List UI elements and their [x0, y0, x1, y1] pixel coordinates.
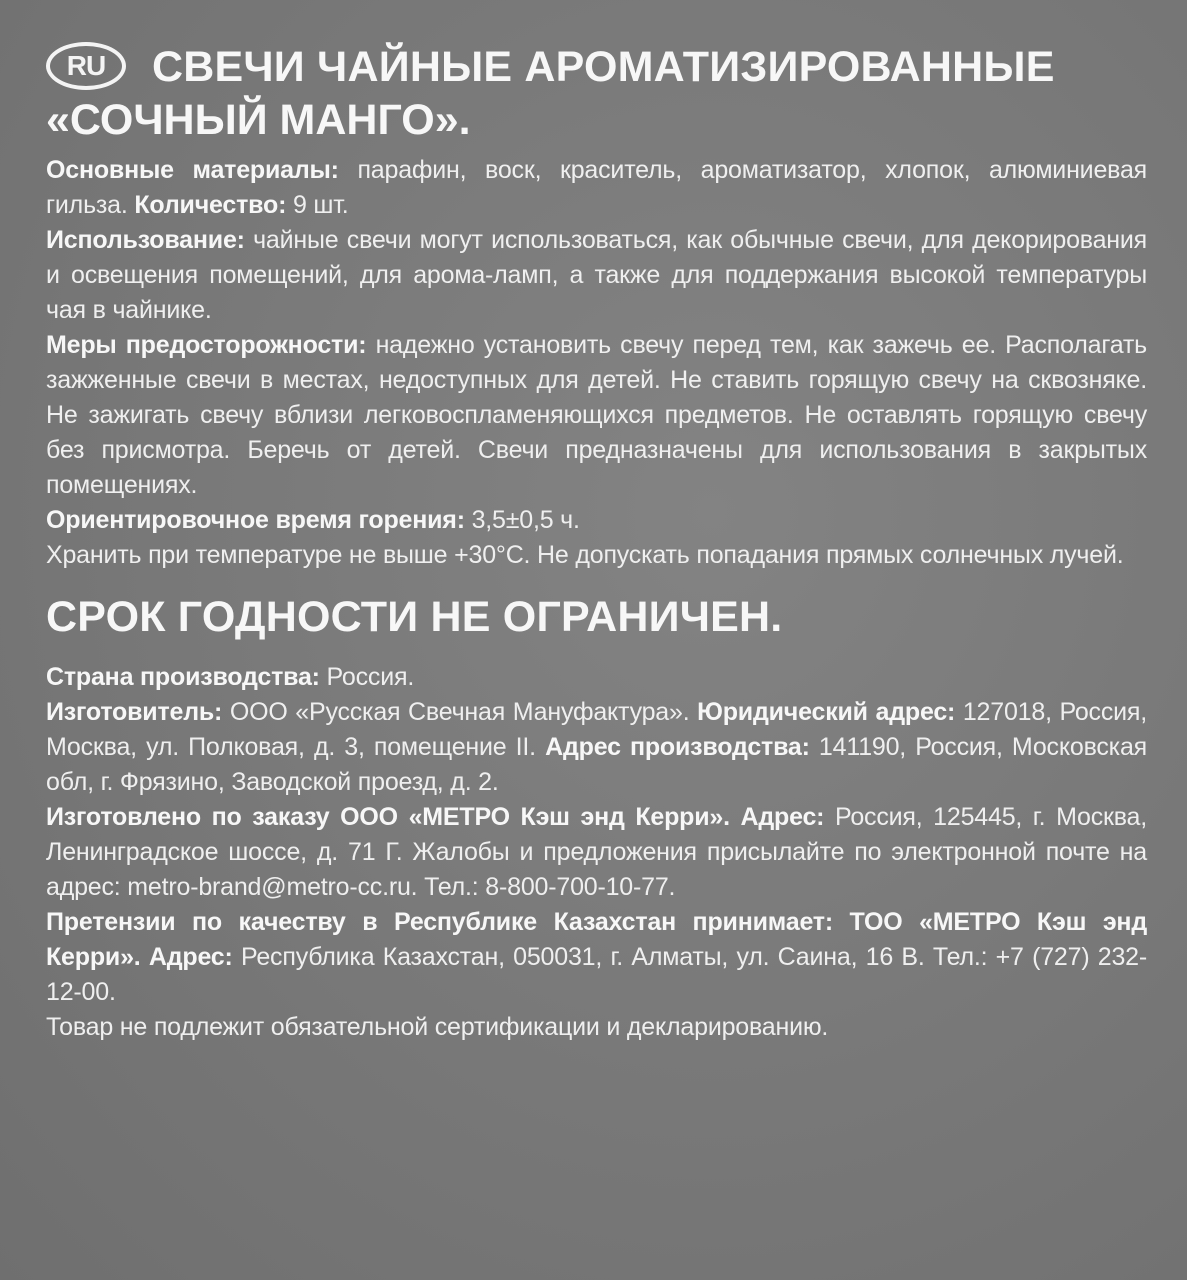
usage-paragraph [46, 223, 1147, 328]
claims-text: Республика Казахстан, 050031, г. Алматы, ул. Саина, 16 В. Тел.: +7 (727) 232-12-00. [46, 943, 1148, 1006]
ordered-by-paragraph [46, 800, 1147, 905]
country-value: Россия. [319, 663, 415, 691]
ordered-by-text: Россия, 125445, г. Москва, Ленинградское шоссе, д. 71 Г. Жалобы и предложения присылайте по электронной почте на адрес: metro-brand@metro-cc.ru. Тел.: 8-800-700-10-77. [46, 803, 1147, 901]
usage-text: чайные свечи могут использоваться, как обычные свечи, для декорирования и освещения помещений, для арома-ламп, а также для поддержания высокой температуры чая в чайнике. [46, 226, 1147, 324]
burn-time-value: 3,5±0,5 ч. [464, 506, 580, 534]
header [46, 40, 1147, 95]
manufacturer-paragraph [46, 695, 1147, 800]
storage-paragraph: Хранить при температуре не выше +30°С. Не допускать попадания прямых солнечных лучей. [46, 541, 1124, 569]
legal-address: 127018, Россия, Москва, ул. Полковая, д. 3, помещение II. [46, 698, 1148, 761]
burn-time-paragraph [46, 503, 1147, 538]
materials-paragraph [46, 153, 1147, 223]
title-line-1: СВЕЧИ ЧАЙНЫЕ АРОМАТИЗИРОВАННЫЕ [152, 43, 1055, 91]
usage-label: Использование: [46, 226, 245, 254]
ordered-by-label: Изготовлено по заказу ООО «МЕТРО Кэш энд Керри». Адрес: [46, 803, 825, 831]
burn-time-label: Ориентировочное время горения: [46, 506, 465, 534]
info-block [46, 153, 1147, 573]
producer-block [46, 660, 1147, 1045]
claims-paragraph [46, 905, 1147, 1010]
manufacturer-label: Изготовитель: [46, 698, 223, 726]
manufacturer-name: ООО «Русская Свечная Мануфактура». [222, 698, 698, 726]
quantity-label: Количество: [134, 191, 287, 219]
precautions-paragraph [46, 328, 1147, 503]
country-label: Страна производства: [46, 663, 320, 691]
country-paragraph [46, 660, 1147, 695]
shelf-life-heading: СРОК ГОДНОСТИ НЕ ОГРАНИЧЕН. [46, 593, 783, 641]
title-line-2: «СОЧНЫЙ МАНГО». [46, 96, 471, 144]
quantity-value: 9 шт. [286, 191, 349, 219]
production-address-label: Адрес производства: [545, 733, 810, 761]
production-address: 141190, Россия, Московская обл, г. Фрязино, Заводской проезд, д. 2. [46, 733, 1147, 796]
ru-language-badge: RU [46, 42, 126, 90]
precautions-label: Меры предосторожности: [46, 331, 367, 359]
materials-label: Основные материалы: [46, 156, 339, 184]
legal-address-label: Юридический адрес: [697, 698, 956, 726]
materials-text: парафин, воск, краситель, ароматизатор, хлопок, алюминиевая гильза. [46, 156, 1147, 219]
precautions-text: надежно установить свечу перед тем, как зажечь ее. Располагать зажженные свечи в местах, недоступных для детей. Не ставить горящую свечу на сквозняке. Не зажигать свечу вблизи легковоспламеняющихся предметов. Не оставлять горящую свечу без присмотра. Беречь от детей. Свечи предназначены для использования в закрытых помещениях. [46, 331, 1147, 499]
certification-paragraph: Товар не подлежит обязательной сертификации и декларированию. [46, 1013, 829, 1041]
claims-label: Претензии по качеству в Республике Казахстан принимает: ТОО «МЕТРО Кэш энд Керри». Адрес: [46, 908, 1147, 971]
